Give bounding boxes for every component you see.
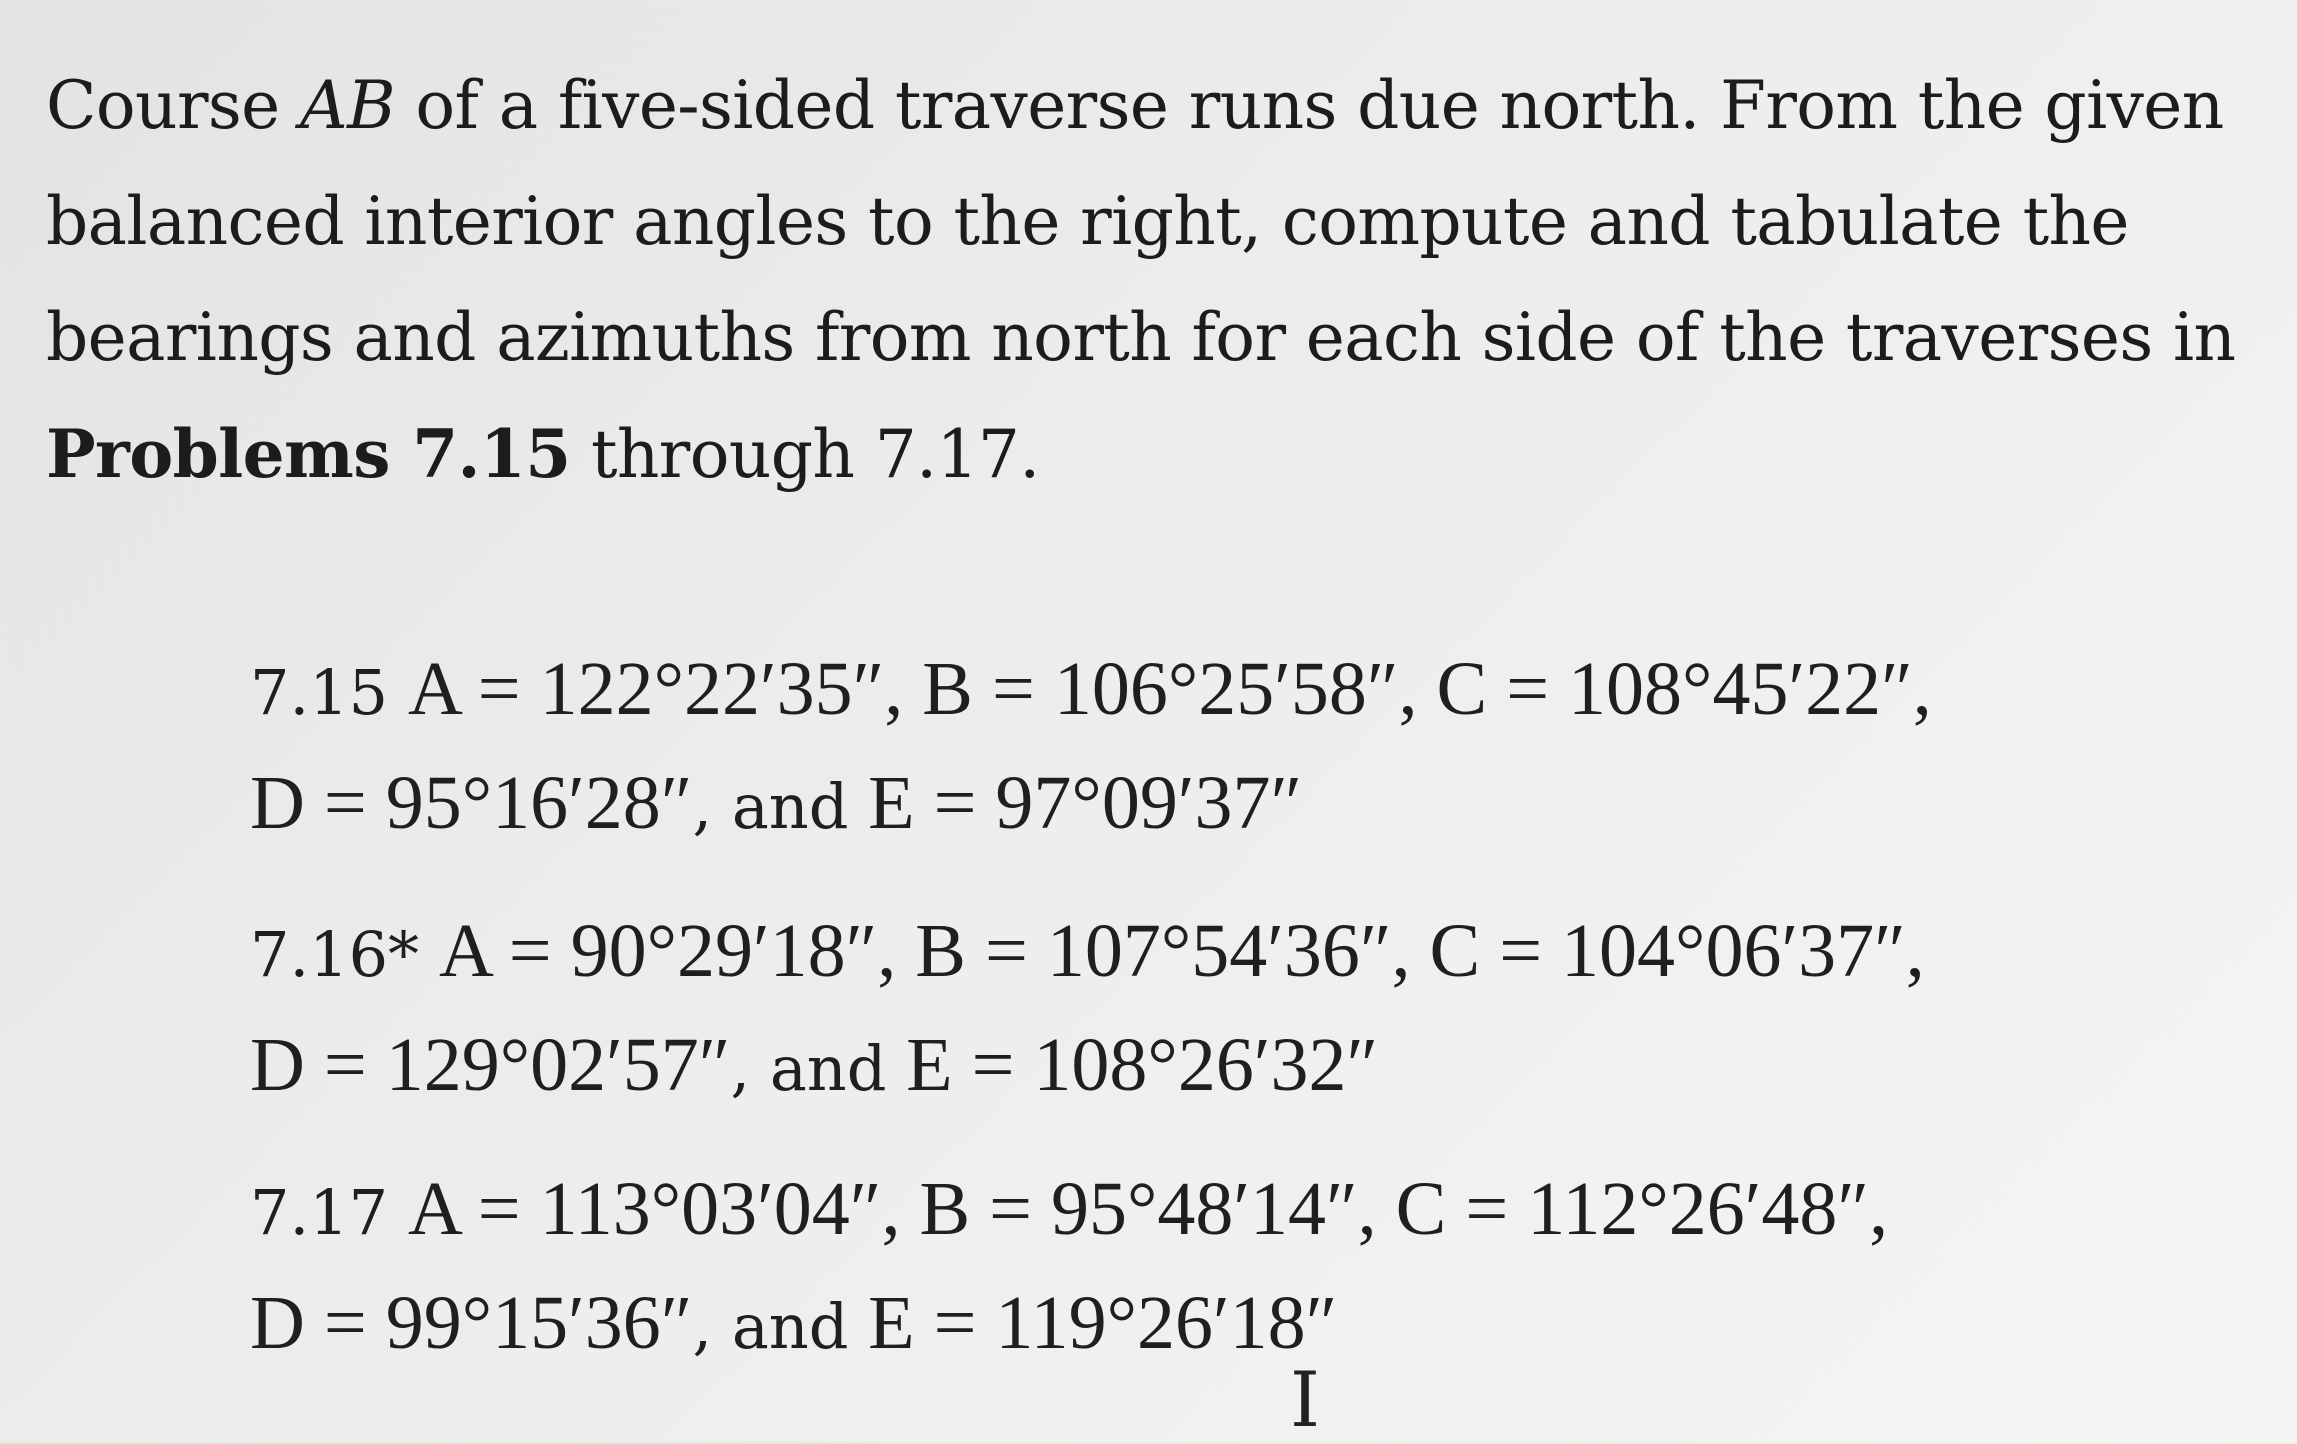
- angle-d: D = 95°16′28″: [250, 761, 693, 845]
- angle-e: E = 97°09′37″: [868, 761, 1303, 845]
- angle-e: E = 119°26′18″: [868, 1281, 1338, 1365]
- problem-line-2: [250, 1008, 2250, 1122]
- problem-line-2: [250, 1266, 2250, 1380]
- problem-7-16: [250, 894, 2250, 1122]
- angles-a-b-c: A = 90°29′18″, B = 107°54′36″, C = 104°06′37″,: [439, 909, 1925, 993]
- intro-text-start: Course: [46, 67, 300, 144]
- angle-d: D = 99°15′36″: [250, 1281, 693, 1365]
- problem-number: 7.16*: [250, 918, 420, 991]
- problem-line-1: [250, 1152, 2250, 1266]
- problem-number: 7.17: [250, 1176, 389, 1249]
- and-text: , and: [692, 770, 869, 843]
- problem-7-15: [250, 632, 2250, 860]
- problem-line-2: [250, 746, 2250, 860]
- problem-7-17: [250, 1152, 2250, 1380]
- angles-a-b-c: A = 122°22′35″, B = 106°25′58″, C = 108°45′22″,: [408, 647, 1932, 731]
- problem-intro-paragraph: [46, 48, 2266, 513]
- angles-a-b-c: A = 113°03′04″, B = 95°48′14″, C = 112°26′48″,: [408, 1167, 1889, 1251]
- problem-line-1: [250, 894, 2250, 1008]
- intro-text-end: through 7.17.: [570, 416, 1040, 493]
- course-ab-variable: AB: [300, 67, 395, 144]
- problems-range-bold: Problems 7.15: [46, 415, 571, 493]
- problem-line-1: [250, 632, 2250, 746]
- text-cursor-icon: I: [1290, 1355, 1321, 1444]
- angle-e: E = 108°26′32″: [906, 1023, 1379, 1107]
- and-text: , and: [730, 1032, 907, 1105]
- problem-number: 7.15: [250, 656, 389, 729]
- and-text: , and: [692, 1290, 869, 1363]
- angle-d: D = 129°02′57″: [250, 1023, 731, 1107]
- intro-text-middle: of a five-sided traverse runs due north. From the given balanced interior angles to the right, compute and tabulate the bearings and azimuths from north for each side of the traverses in: [46, 67, 2236, 376]
